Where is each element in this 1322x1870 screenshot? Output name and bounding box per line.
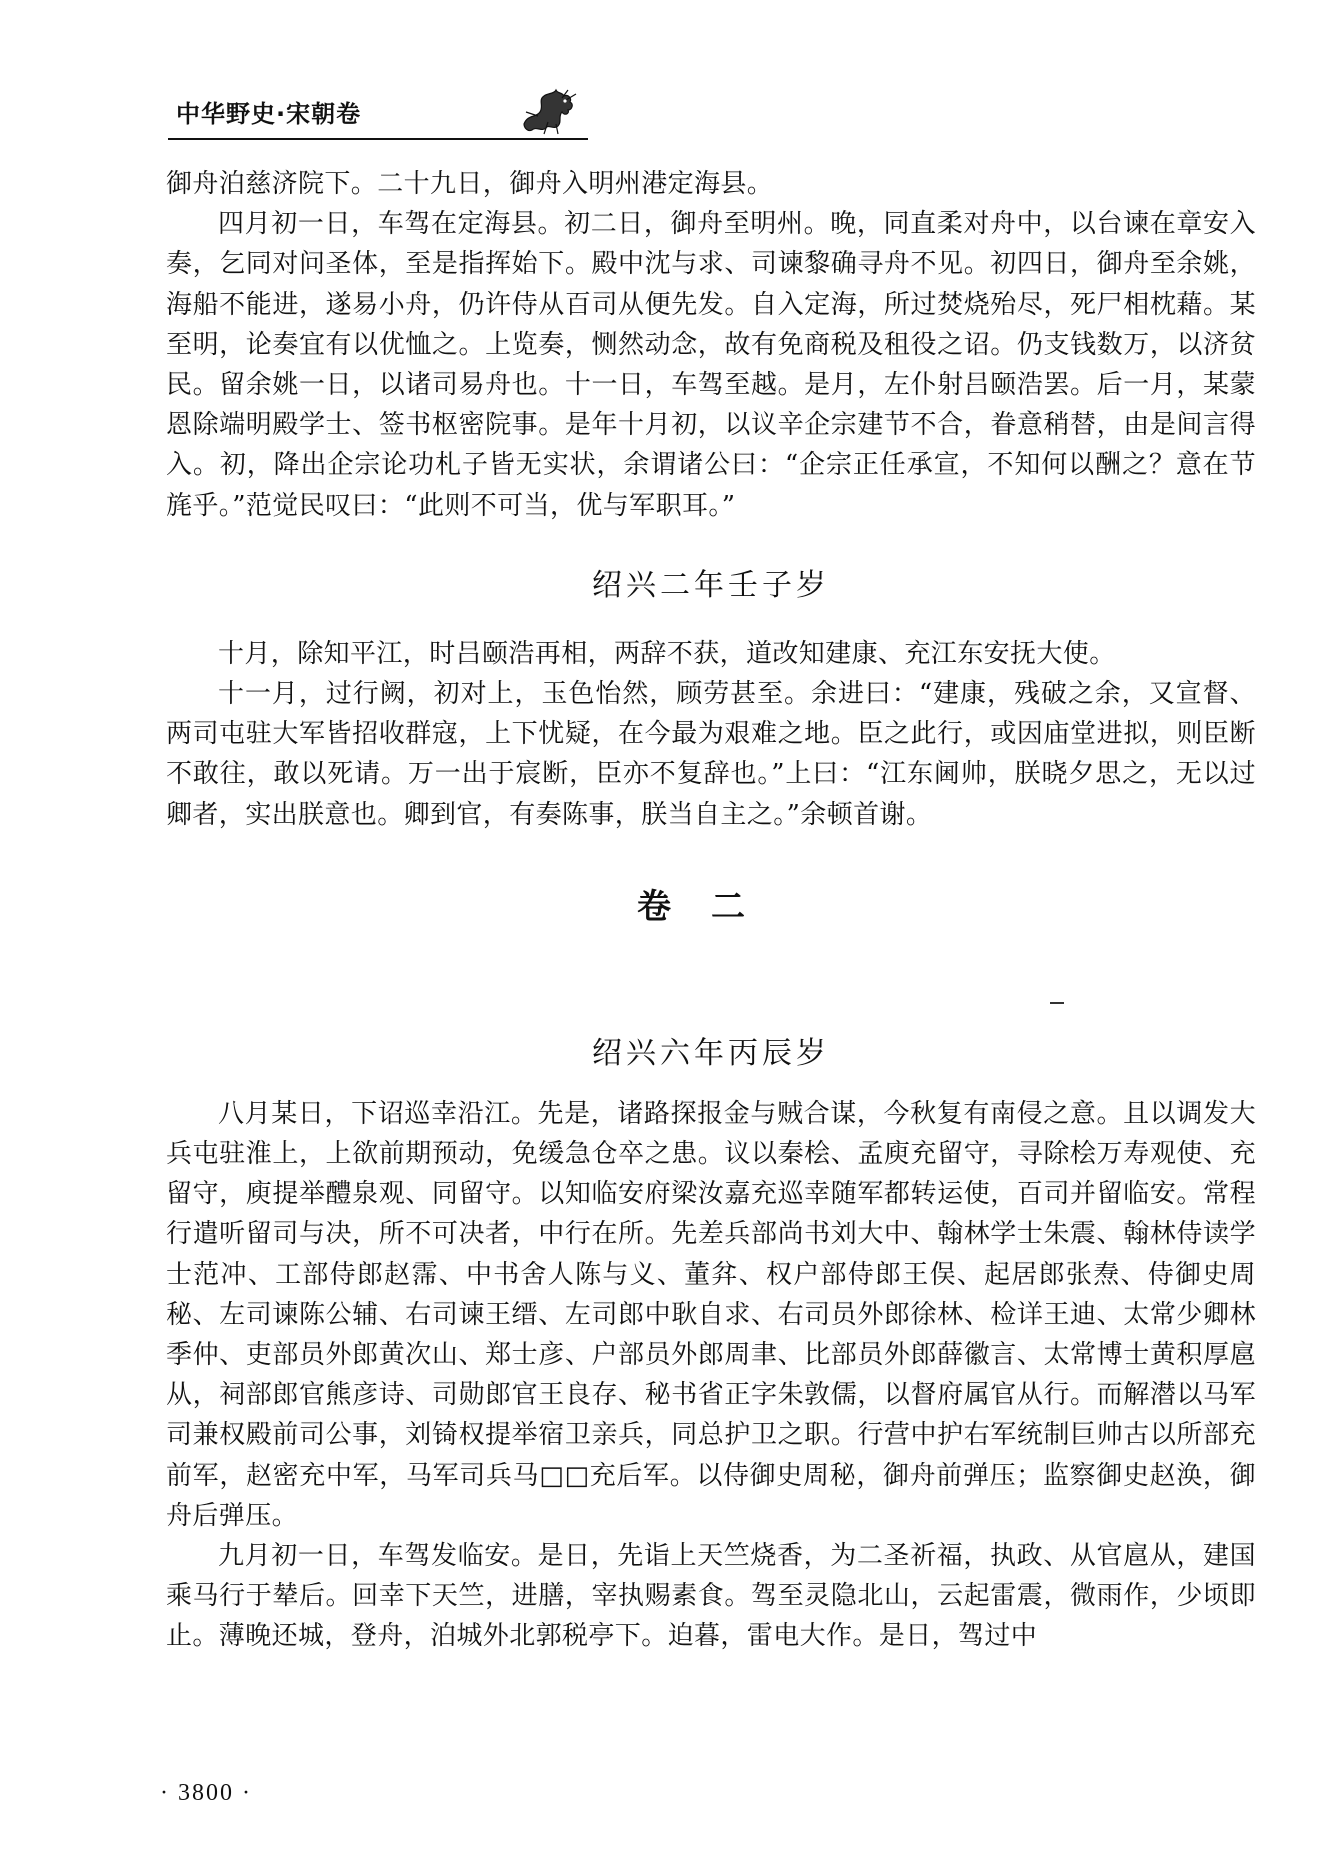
dragon-icon	[518, 84, 582, 136]
running-header-title: 中华野史·宋朝卷	[176, 100, 362, 128]
header-rule	[168, 138, 588, 140]
page-body	[166, 164, 1256, 1657]
paragraph: 八月某日，下诏巡幸沿江。先是，诸路探报金与贼合谋，今秋复有南侵之意。且以调发大兵屯驻淮上，上欲前期预动，免缓急仓卒之患。议以秦桧、孟庾充留守，寻除桧万寿观使、充留守，庾提举醴泉观、同留守。以知临安府梁汝嘉充巡幸随军都转运使，百司并留临安。常程行遣听留司与决，所不可决者，中行在所。先差兵部尚书刘大中、翰林学士朱震、翰林侍读学士范冲、工部侍郎赵霈、中书舍人陈与义、董弅、权户部侍郎王俣、起居郎张焘、侍御史周秘、左司谏陈公辅、右司谏王缙、左司郎中耿自求、右司员外郎徐林、检详王迪、太常少卿林季仲、吏部员外郎黄次山、郑士彦、户部员外郎周聿、比部员外郎薛徽言、太常博士黄积厚扈从，祠部郎官熊彦诗、司勋郎官王良存、秘书省正字朱敦儒，以督府属官从行。而解潜以马军司兼权殿前司公事，刘锜权提举宿卫亲兵，同总护卫之职。行营中护右军统制巨帅古以所部充前军，赵密充中军，马军司兵马□□充后军。以侍御史周秘，御舟前弹压；监察御史赵涣，御舟后弹压。	[166, 1098, 1256, 1531]
paragraph: 九月初一日，车驾发临安。是日，先诣上天竺烧香，为二圣祈福，执政、从官扈从，建国乘马行于辇后。回幸下天竺，进膳，宰执赐素食。驾至灵隐北山，云起雷震，微雨作，少顷即止。薄晚还城，登舟，泊城外北郭税亭下。迫暮，雷电大作。是日，驾过中	[166, 1541, 1256, 1652]
paragraph: 十一月，过行阙，初对上，玉色怡然，顾劳甚至。余进曰：“建康，残破之余，又宣督、两司屯驻大军皆招收群寇，上下忧疑，在今最为艰难之地。臣之此行，或因庙堂进拟，则臣断不敢往，敢以死请。万一出于宸断，臣亦不复辞也。”上曰：“江东阃帅，朕晓夕思之，无以过卿者，实出朕意也。卿到官，有奏陈事，朕当自主之。”余顿首谢。	[166, 679, 1256, 830]
scan-speck	[1050, 1002, 1064, 1004]
section-heading: 绍兴二年壬子岁	[592, 567, 830, 603]
running-header	[168, 84, 588, 144]
section-heading: 绍兴六年丙辰岁	[592, 1035, 830, 1071]
page-number: · 3800 ·	[160, 1780, 252, 1806]
paragraph: 十月，除知平江，时吕颐浩再相，两辞不获，道改知建康、充江东安抚大使。	[218, 638, 1116, 669]
paragraph: 四月初一日，车驾在定海县。初二日，御舟至明州。晚，同直柔对舟中，以台谏在章安入奏，乞同对问圣体，至是指挥始下。殿中沈与求、司谏黎确寻舟不见。初四日，御舟至余姚，海船不能进，遂易小舟，仍许侍从百司从便先发。自入定海，所过焚烧殆尽，死尸相枕藉。某至明，论奏宜有以优恤之。上览奏，恻然动念，故有免商税及租役之诏。仍支钱数万，以济贫民。留余姚一日，以诸司易舟也。十一日，车驾至越。是月，左仆射吕颐浩罢。后一月，某蒙恩除端明殿学士、签书枢密院事。是年十月初，以议辛企宗建节不合，眷意稍替，由是间言得入。初，降出企宗论功札子皆无实状，余谓诸公曰：“企宗正任承宣，不知何以酬之？意在节旄乎。”范觉民叹曰：“此则不可当，优与军职耳。”	[166, 209, 1256, 521]
volume-title: 卷二	[637, 886, 785, 927]
paragraph: 御舟泊慈济院下。二十九日，御舟入明州港定海县。	[166, 169, 774, 199]
